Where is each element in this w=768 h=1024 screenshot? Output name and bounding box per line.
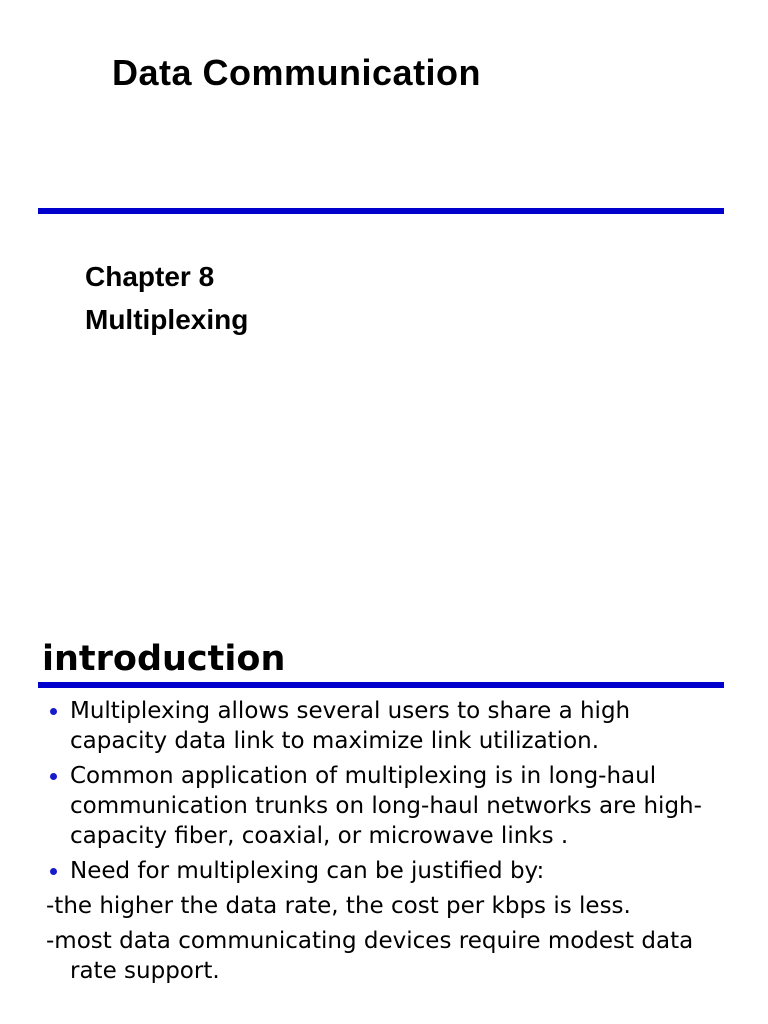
course-title: Data Communication xyxy=(112,52,482,93)
slide-content xyxy=(46,696,726,991)
chapter-label: Chapter 8 xyxy=(85,261,215,292)
bullet-item xyxy=(46,761,726,851)
bullet-dot-icon xyxy=(50,708,57,715)
bullet-item xyxy=(46,696,726,756)
bullet-item xyxy=(46,856,726,886)
section-title: introduction xyxy=(42,639,286,679)
introduction-slide xyxy=(0,620,768,1024)
bullet-text: Multiplexing allows several users to share a high capacity data link to maximize link utilization. xyxy=(70,698,631,754)
bullet-text: Common application of multiplexing is in long-haul communication trunks on long-haul networks are high-capacity fiber, coaxial, or microwave links . xyxy=(70,763,702,849)
chapter-topic: Multiplexing xyxy=(85,304,249,335)
bullet-dot-icon xyxy=(50,868,57,875)
sub-point-text: -the higher the data rate, the cost per kbps is less. xyxy=(46,893,631,919)
sub-point-text: -most data communicating devices require modest data rate support. xyxy=(46,928,694,984)
sub-point xyxy=(22,926,726,986)
bullet-dot-icon xyxy=(50,773,57,780)
title-divider xyxy=(38,208,724,214)
sub-point xyxy=(22,891,726,921)
bullet-text: Need for multiplexing can be justified by: xyxy=(70,858,545,884)
section-divider xyxy=(38,682,724,688)
